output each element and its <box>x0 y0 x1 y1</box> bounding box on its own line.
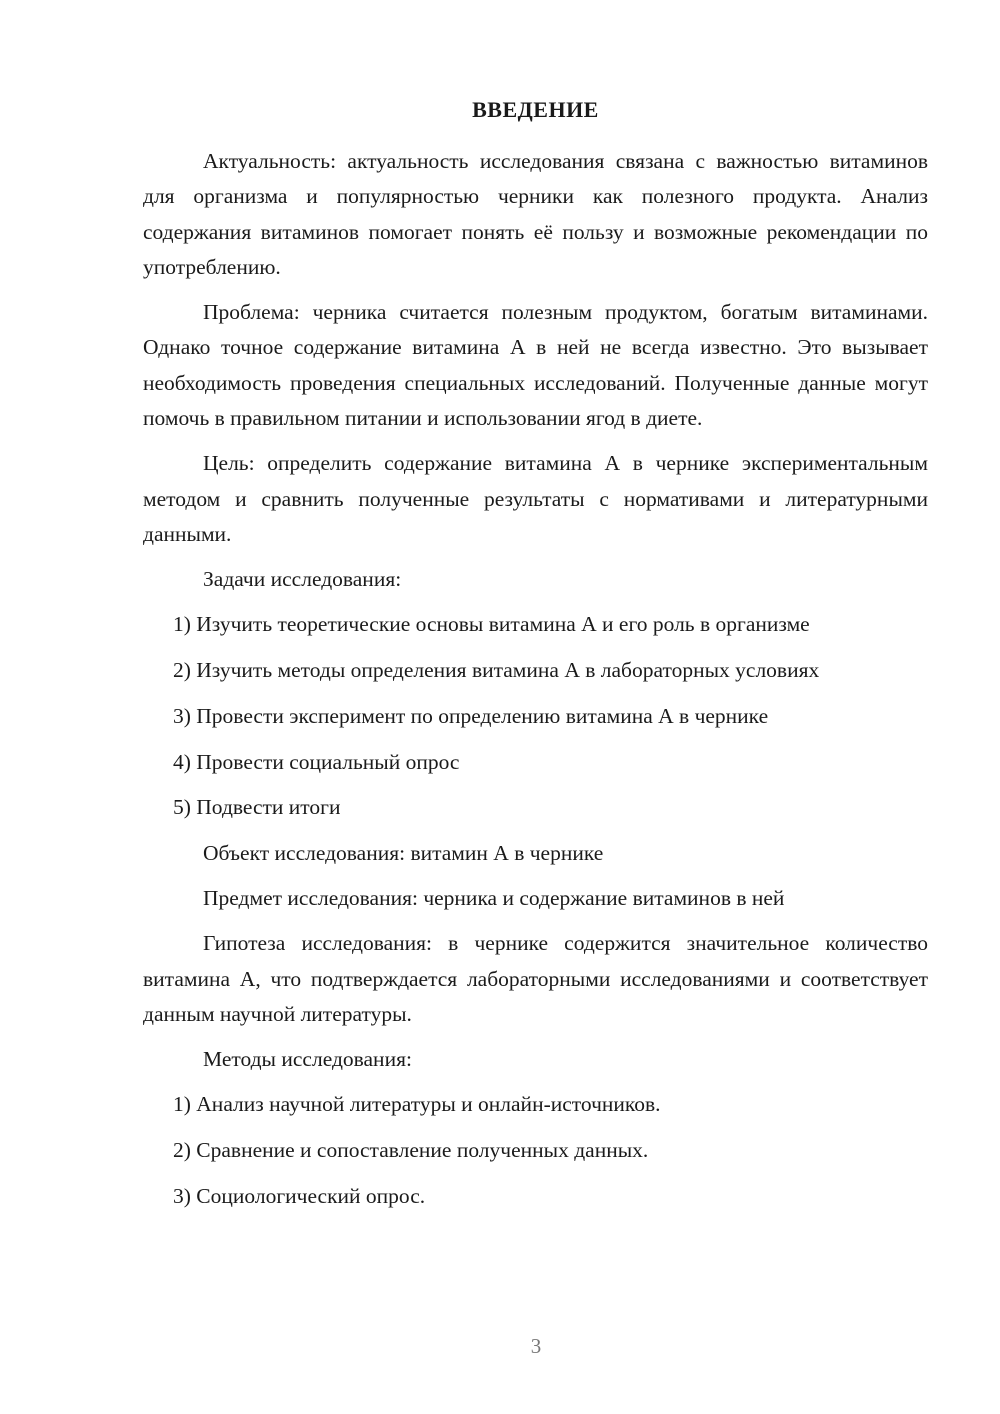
tasks-heading: Задачи исследования: <box>203 567 402 592</box>
method-item-2: 2) Сравнение и сопоставление полученных данных. <box>173 1137 649 1162</box>
task-item-2: 2) Изучить методы определения витамина А в лабораторных условиях <box>173 658 820 683</box>
methods-heading: Методы исследования: <box>203 1047 412 1072</box>
page-number: 3 <box>530 1334 542 1358</box>
task-item-1: 1) Изучить теоретические основы витамина А и его роль в организме <box>173 612 810 637</box>
problem-paragraph: Проблема: черника считается полезным продуктом, богатым витаминами. Однако точное содержание витамина А в ней не всегда известно. Это вызывает необходимость проведения специальных исследований. Полученные данные могут помочь в правильном питании и использовании ягод в диете. <box>143 300 928 431</box>
document-page <box>143 92 928 1225</box>
hypothesis-paragraph: Гипотеза исследования: в чернике содержится значительное количество витамина А, что подтверждается лабораторными исследованиями и соответствует данным научной литературы. <box>143 931 928 1026</box>
tasks-list <box>143 607 928 825</box>
object-paragraph: Объект исследования: витамин А в чернике <box>203 841 604 866</box>
methods-list <box>143 1087 928 1214</box>
task-item-4: 4) Провести социальный опрос <box>173 749 460 774</box>
method-item-3: 3) Социологический опрос. <box>173 1183 426 1208</box>
goal-paragraph: Цель: определить содержание витамина А в чернике экспериментальным методом и сравнить полученные результаты с нормативами и литературными данными. <box>143 451 928 546</box>
task-item-3: 3) Провести эксперимент по определению витамина А в чернике <box>173 703 769 728</box>
section-title: ВВЕДЕНИЕ <box>472 97 599 122</box>
method-item-1: 1) Анализ научной литературы и онлайн-источников. <box>173 1092 661 1117</box>
relevance-paragraph: Актуальность: актуальность исследования связана с важностью витаминов для организма и популярностью черники как полезного продукта. Анализ содержания витаминов помогает понять её пользу и возможные рекомендации по употреблению. <box>143 149 928 279</box>
subject-paragraph: Предмет исследования: черника и содержание витаминов в ней <box>203 886 785 911</box>
task-item-5: 5) Подвести итоги <box>173 795 341 820</box>
